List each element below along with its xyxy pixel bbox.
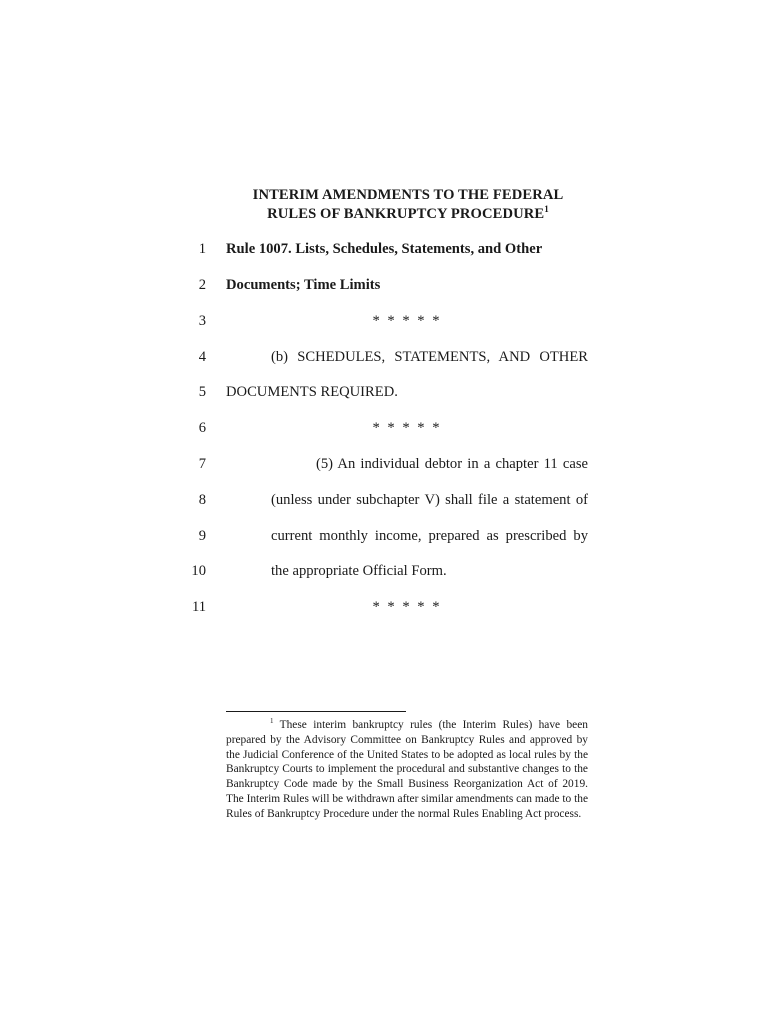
line-number: 9 — [198, 528, 206, 544]
numbered-line — [0, 560, 770, 582]
omission-asterisks: * * * * * — [372, 420, 442, 436]
document-title — [226, 186, 590, 224]
footnote-text: These interim bankruptcy rules (the Interim Rules) have been prepared by the Advisory Committee on Bankruptcy Rules and approved by the Judicial Conference of the United States to be adopted as local rules by the Bankruptcy Courts to implement the procedural and substantive changes to the Bankruptcy Code made by the Small Business Reorganization Act of 2019. The Interim Rules will be withdrawn after similar amendments can made to the Rules of Bankruptcy Procedure under the normal Rules Enabling Act process. — [226, 719, 588, 820]
rule-heading: Rule 1007. Lists, Schedules, Statements, and Other — [226, 241, 543, 257]
line-number: 1 — [198, 241, 206, 257]
numbered-line — [0, 525, 770, 547]
title-footnote-mark: 1 — [544, 204, 549, 215]
footnote-separator — [226, 711, 406, 712]
footnote-mark: 1 — [270, 717, 274, 726]
omission-asterisks: * * * * * — [372, 313, 442, 329]
line-number: 4 — [198, 349, 206, 365]
line-number: 5 — [198, 384, 206, 400]
numbered-line — [0, 381, 770, 403]
numbered-line — [0, 310, 770, 332]
paragraph-text: (unless under subchapter V) shall file a statement of — [271, 492, 588, 508]
numbered-line — [0, 346, 770, 368]
numbered-line — [0, 274, 770, 296]
numbered-line — [0, 596, 770, 618]
numbered-line — [0, 453, 770, 475]
line-number: 7 — [198, 456, 206, 472]
title-line-2 — [226, 205, 590, 224]
footnote — [226, 718, 588, 822]
omission-asterisks: * * * * * — [372, 599, 442, 615]
line-number: 10 — [191, 563, 206, 579]
paragraph-text: (5) An individual debtor in a chapter 11 case — [316, 456, 588, 472]
numbered-line — [0, 489, 770, 511]
line-number: 11 — [191, 599, 206, 615]
title-line-1: INTERIM AMENDMENTS TO THE FEDERAL — [252, 187, 564, 203]
numbered-line — [0, 238, 770, 260]
rule-heading-continued: Documents; Time Limits — [226, 277, 381, 293]
paragraph-text: the appropriate Official Form. — [271, 563, 447, 579]
paragraph-text: current monthly income, prepared as prescribed by — [271, 528, 588, 544]
subdivision-heading: (b) SCHEDULES, STATEMENTS, AND OTHER — [271, 349, 588, 365]
line-number: 8 — [198, 492, 206, 508]
numbered-line — [0, 417, 770, 439]
line-number: 3 — [198, 313, 206, 329]
title-line-2-text: RULES OF BANKRUPTCY PROCEDURE — [267, 206, 545, 222]
line-number: 2 — [198, 277, 206, 293]
subdivision-heading-continued: DOCUMENTS REQUIRED. — [226, 384, 398, 400]
line-number: 6 — [198, 420, 206, 436]
